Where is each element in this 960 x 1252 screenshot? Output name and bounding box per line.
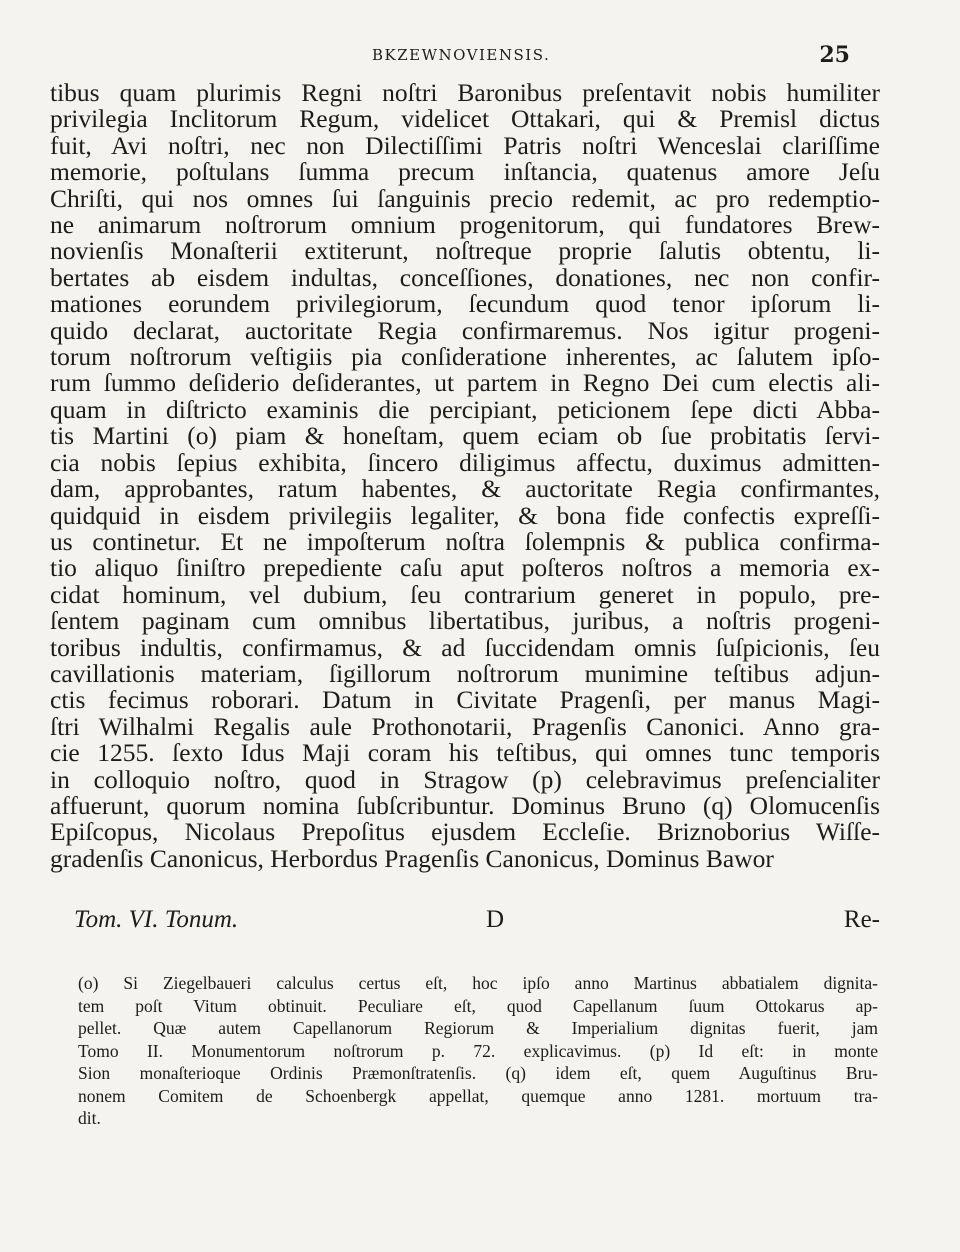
text-line: Epiſcopus, Nicolaus Prepoſitus ejusdem Eccleſie. Briznoborius Wiſſe-: [50, 817, 880, 847]
footnote-line: Tomo II. Monumentorum noſtrorum p. 72. explicavimus. (p) Id eſt: in monte: [78, 1040, 878, 1061]
text-line: dam, approbantes, ratum habentes, & auctoritate Regia confirmantes,: [50, 474, 880, 504]
footnotes: [78, 972, 878, 1130]
footnote-line: pellet. Quæ autem Capellanorum Regiorum & Imperialium dignitas fuerit, jam: [78, 1018, 878, 1038]
gathering-signature: D: [486, 906, 505, 933]
footnote-line: (o) Si Ziegelbaueri calculus certus eſt, hoc ipſo anno Martinus abbatialem dignita-: [78, 973, 878, 993]
page-header: [0, 40, 960, 74]
text-line: torum noſtrorum veſtigiis pia conſideratione inherentes, ac ſalutem ipſo-: [50, 342, 880, 372]
text-line: us continetur. Et ne impoſterum noſtra ſolempnis & publica confirma-: [50, 526, 880, 556]
catchline: [74, 906, 880, 936]
catchword: Re-: [843, 906, 880, 933]
text-line: affuerunt, quorum nomina ſubſcribuntur. Dominus Bruno (q) Olomucenſis: [50, 790, 880, 820]
text-line: quam in diſtricto examinis die percipiant, peticionem ſepe dicti Abba-: [50, 394, 880, 424]
text-line: ſentem paginam cum omnibus libertatibus, juribus, a noſtris progeni-: [50, 606, 880, 636]
text-line: Chriſti, qui nos omnes ſui ſanguinis precio redemit, ac pro redemptio-: [50, 183, 880, 213]
text-line: novienſis Monaſterii extiterunt, noſtreque proprie ſalutis obtentu, li-: [50, 236, 880, 266]
text-line: ctis fecimus roborari. Datum in Civitate Pragenſi, per manus Magi-: [50, 685, 880, 715]
text-line: mationes eorundem privilegiorum, ſecundum quod tenor ipſorum li-: [50, 289, 880, 319]
running-title: BKZEWNOVIENSIS.: [372, 46, 551, 64]
main-text: [50, 80, 880, 872]
text-line: memorie, poſtulans ſumma precum inſtancia, quatenus amore Jeſu: [50, 157, 880, 187]
volume-signature: Tom. VI. Tonum.: [74, 906, 239, 933]
text-line: cidat hominum, vel dubium, ſeu contrarium generet in populo, pre-: [50, 579, 880, 609]
text-line: privilegia Inclitorum Regum, videlicet Ottakari, qui & Premisl dictus: [50, 104, 880, 134]
text-line: cavillationis materiam, ſigillorum noſtrorum munimine teſtibus adjun-: [50, 658, 880, 688]
text-line: cie 1255. ſexto Idus Maji coram his teſtibus, qui omnes tunc temporis: [50, 738, 880, 768]
text-line: tibus quam plurimis Regni noſtri Baronibus preſentavit nobis humiliter: [50, 78, 880, 107]
text-line: fuit, Avi noſtri, nec non Dilectiſſimi Patris noſtri Wenceslai clariſſime: [50, 130, 880, 160]
text-line: tis Martini (o) piam & honeſtam, quem eciam ob ſue probitatis ſervi-: [50, 421, 880, 451]
footnote-line: nonem Comitem de Schoenbergk appellat, quemque anno 1281. mortuum tra-: [78, 1085, 878, 1106]
footnote-line: tem poſt Vitum obtinuit. Peculiare eſt, quod Capellanum ſuum Ottokarus ap-: [78, 995, 878, 1016]
text-line: cia nobis ſepius exhibita, ſincero diligimus affectu, duximus admitten-: [50, 447, 880, 477]
text-line: tio aliquo ſiniſtro prepediente caſu aput poſteros noſtros a memoria ex-: [50, 553, 880, 583]
text-line: ne animarum noſtrorum omnium progenitorum, qui fundatores Brew-: [50, 210, 880, 240]
text-line: bertates ab eisdem indultas, conceſſiones, donationes, nec non confir-: [50, 262, 880, 292]
text-line: in colloquio noſtro, quod in Stragow (p) celebravimus preſencialiter: [50, 764, 880, 794]
footnote-line: dit.: [78, 1108, 101, 1128]
text-line: rum ſummo deſiderio deſiderantes, ut partem in Regno Dei cum electis ali-: [50, 368, 880, 398]
page-number: 25: [819, 42, 850, 68]
text-line: ſtri Wilhalmi Regalis aule Prothonotarii, Pragenſis Canonici. Anno gra-: [50, 711, 880, 741]
text-line: quidquid in eisdem privilegiis legaliter, & bona fide confectis expreſſi-: [50, 500, 880, 530]
text-line: toribus indultis, confirmamus, & ad ſuccidendam omnis ſuſpicionis, ſeu: [50, 632, 880, 662]
text-line: gradenſis Canonicus, Herbordus Pragenſis Canonicus, Dominus Bawor: [50, 843, 774, 873]
footnote-line: Sion monaſterioque Ordinis Præmonſtratenſis. (q) idem eſt, quem Auguſtinus Bru-: [78, 1063, 878, 1083]
text-line: quido declarat, auctoritate Regia confirmaremus. Nos igitur progeni-: [50, 315, 880, 345]
